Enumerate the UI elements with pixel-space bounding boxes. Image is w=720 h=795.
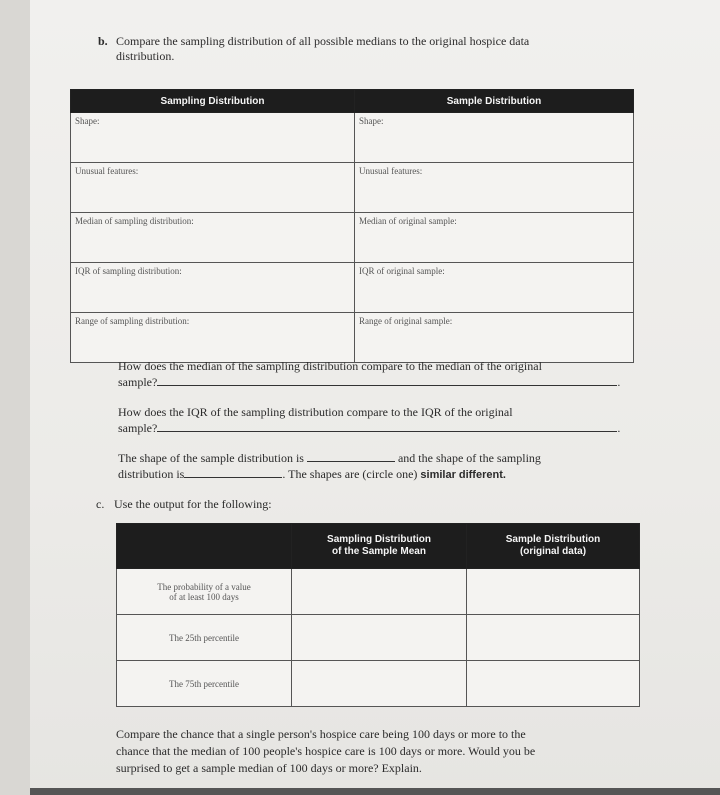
probability-label-line1: The probability of a value [157,581,251,592]
iqr-cell-left[interactable]: IQR of sampling distribution: [71,263,355,313]
question-b [98,34,658,64]
output-table [116,523,640,707]
shape-text-1: The shape of the sample distribution is [118,451,304,465]
median-answer-blank[interactable] [157,374,617,386]
probability-sample-cell[interactable] [467,569,640,615]
table-row [71,163,634,213]
similar-option[interactable]: similar [420,469,456,481]
sampling-mean-header-line1: Sampling Distribution [327,534,431,545]
question-c-letter: c. [96,497,105,511]
shape-text-4: . The shapes are (circle one) [282,467,418,481]
unusual-features-cell-left[interactable]: Unusual features: [71,163,355,213]
median-cell-right[interactable]: Median of original sample: [355,213,634,263]
final-line2: chance that the median of 100 people's hospice care is 100 days or more. Would you be [116,744,536,758]
compare-chance-question [116,726,646,777]
question-b-letter: b. [98,34,108,48]
sample-distribution-header: Sample Distribution [355,90,634,113]
iqr-question-line1: How does the IQR of the sampling distribution compare to the IQR of the original [118,405,513,419]
comparison-table [70,89,634,363]
probability-sampling-cell[interactable] [292,569,467,615]
sampling-mean-header [292,524,467,569]
iqr-answer-blank[interactable] [157,420,617,432]
table-row [71,263,634,313]
probability-label-line2: of at least 100 days [169,591,239,602]
different-option[interactable]: different. [458,469,506,481]
sampling-mean-header-line2: of the Sample Mean [332,546,426,557]
percentile-75-label: The 75th percentile [117,661,292,707]
final-line1: Compare the chance that a single person's hospice care being 100 days or more to the [116,727,526,741]
shape-text-2: and the shape of the sampling [397,451,541,465]
final-line3: surprised to get a sample median of 100 days or more? Explain. [116,761,422,775]
iqr-question-line2: sample? [118,421,158,435]
table-row [117,661,640,707]
sample-shape-blank[interactable] [307,450,395,462]
shape-cell-right[interactable]: Shape: [355,113,634,163]
sample-original-header-line2: (original data) [519,546,587,557]
question-b-text-2: distribution. [116,49,175,63]
table-row [117,615,640,661]
median-question-line1: How does the median of the sampling distribution compare to the median of the original [118,359,542,373]
sample-original-header [467,524,640,569]
probability-label [117,569,292,615]
iqr-comparison-question: How does the IQR of the sampling distribution compare to the IQR of the original sample? . [118,405,621,435]
sample-original-header-line1: Sample Distribution [505,534,601,545]
median-comparison-question: How does the median of the sampling distribution compare to the median of the original sample? . [118,359,621,389]
p75-sample-cell[interactable] [467,661,640,707]
unusual-features-cell-right[interactable]: Unusual features: [355,163,634,213]
median-question-line2: sample? [118,375,158,389]
question-b-text-1: Compare the sampling distribution of all possible medians to the original hospice data [116,34,530,48]
range-cell-right[interactable]: Range of original sample: [355,313,634,363]
shape-text-3: distribution is [118,467,185,481]
p25-sampling-cell[interactable] [292,615,467,661]
percentile-25-label: The 25th percentile [117,615,292,661]
range-cell-left[interactable]: Range of sampling distribution: [71,313,355,363]
median-cell-left[interactable]: Median of sampling distribution: [71,213,355,263]
question-c [96,497,272,512]
table-row [71,213,634,263]
p25-sample-cell[interactable] [467,615,640,661]
sampling-distribution-header: Sampling Distribution [71,90,355,113]
p75-sampling-cell[interactable] [292,661,467,707]
page-edge-shadow [30,788,720,795]
output-empty-header [117,524,292,569]
table-row [117,569,640,615]
table-row [71,113,634,163]
table-row [71,313,634,363]
question-c-text: Use the output for the following: [114,497,272,511]
iqr-cell-right[interactable]: IQR of original sample: [355,263,634,313]
sampling-shape-blank[interactable] [184,466,282,478]
shape-cell-left[interactable]: Shape: [71,113,355,163]
shape-statement [118,450,636,483]
